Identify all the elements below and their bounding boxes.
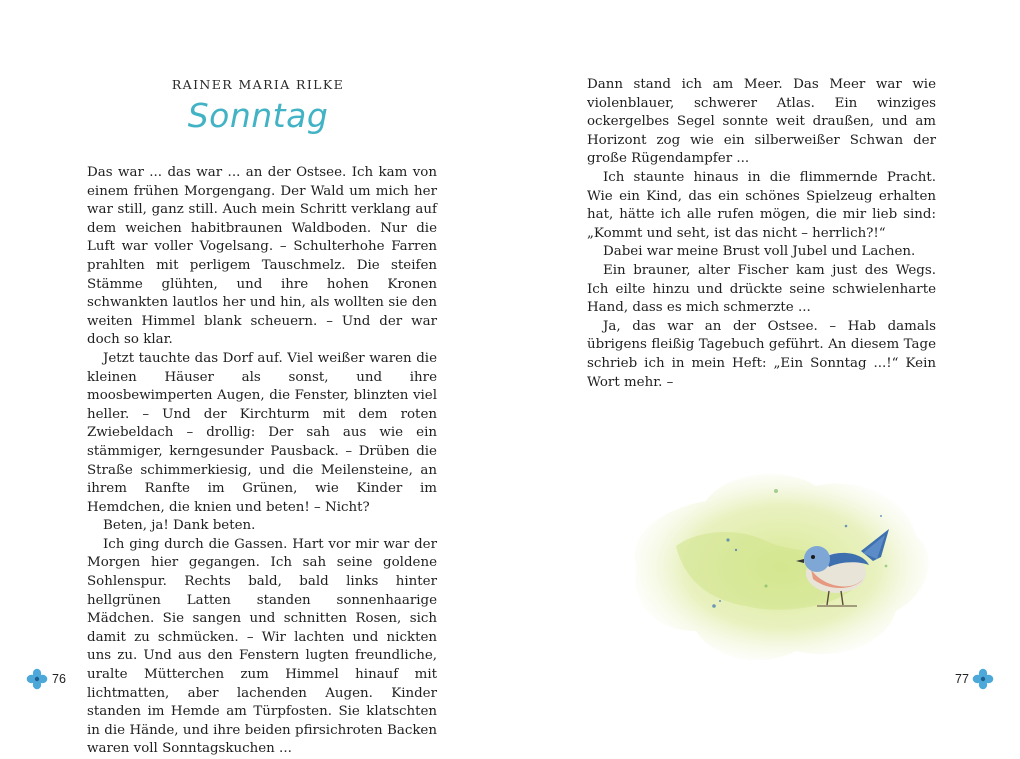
paragraph: Ich ging durch die Gassen. Hart vor mir war der Morgen hier gegangen. Ich sah seine goldene Sohlenspur. Rechts bald, bald links hinter hellgrünen Latten standen sonnenhaarige Mädchen. Sie sangen und schnitten Rosen, sich damit zu schmücken. – Wir lachten und nickten uns zu. Und aus den Fenstern lugten freundliche, uralte Mütterchen zum Himmel hinauf mit lichtmatten, aber lachenden Augen. Kinder standen im Hemde am Türpfosten. Sie klatschten in die Hände, und ihre beiden pfirsichroten Backen waren voll Sonntagskuchen ... <box>87 536 437 757</box>
author-name: RAINER MARIA RILKE <box>171 77 345 92</box>
page-number: 77 <box>955 672 969 686</box>
left-page <box>0 0 510 757</box>
paragraph: Ein brauner, alter Fischer kam just des Wegs. Ich eilte hinzu und drückte seine schwielenharte Hand, dass es mich schmerzte ... <box>587 262 936 316</box>
right-page <box>510 0 1020 734</box>
paragraph: Dabei war meine Brust voll Jubel und Lachen. <box>603 244 916 260</box>
blue-flower-icon <box>26 668 48 690</box>
right-body-text <box>587 76 936 392</box>
paragraph: Dann stand ich am Meer. Das Meer war wie violenblauer, schwerer Atlas. Ein winziges ockergelbes Segel sonnte weit draußen, und am Horizont zog wie ein silberweißer Schwan der große Rügendampfer ... <box>587 77 936 167</box>
watercolor-bird-icon <box>616 446 946 672</box>
blue-flower-icon <box>972 668 994 690</box>
paragraph: Ja, das war an der Ostsee. – Hab damals übrigens fleißig Tagebuch geführt. An diesem Tage schrieb ich in mein Heft: „Ein Sonntag ...!“ Kein Wort mehr. – <box>587 318 936 390</box>
left-body-text <box>87 164 437 759</box>
paragraph: Ich staunte hinaus in die flimmernde Pracht. Wie ein Kind, das ein schönes Spielzeug erhalten hat, hätte ich alle rufen mögen, die mir lieb sind: „Kommt und seht, ist das nicht – herrlich?!“ <box>587 169 936 241</box>
paragraph: Jetzt tauchte das Dorf auf. Viel weißer waren die kleinen Häuser als sonst, und ihre moosbewimperten Augen, die Fenster, blinzten viel heller. – Und der Kirchturm mit dem roten Zwiebeldach – drollig: Der sah aus wie ein stämmiger, kerngesunder Pausback. – Drüben die Straße schimmerkiesig, und die Meilensteine, an ihrem Ranfte im Grünen, wie Kinder im Hemdchen, die knien und beten! – Nicht? <box>87 350 437 515</box>
paragraph: Das war ... das war ... an der Ostsee. Ich kam von einem frühen Morgengang. Der Wald um mich her war still, ganz still. Auch mein Schritt verklang auf dem weichen habitbraunen Waldboden. Nur die Luft war voller Vogelsang. – Schulterhohe Farren prahlten mit perligem Tauschmelz. Die steifen Stämme glühten, und ihre hohen Kronen schwankten lautlos her und hin, als wollten sie den weiten Himmel blank scheuern. – Und der war doch so klar. <box>87 165 437 348</box>
page-number: 76 <box>52 672 66 686</box>
paragraph: Beten, ja! Dank beten. <box>103 518 256 534</box>
story-title: Sonntag <box>187 96 329 135</box>
